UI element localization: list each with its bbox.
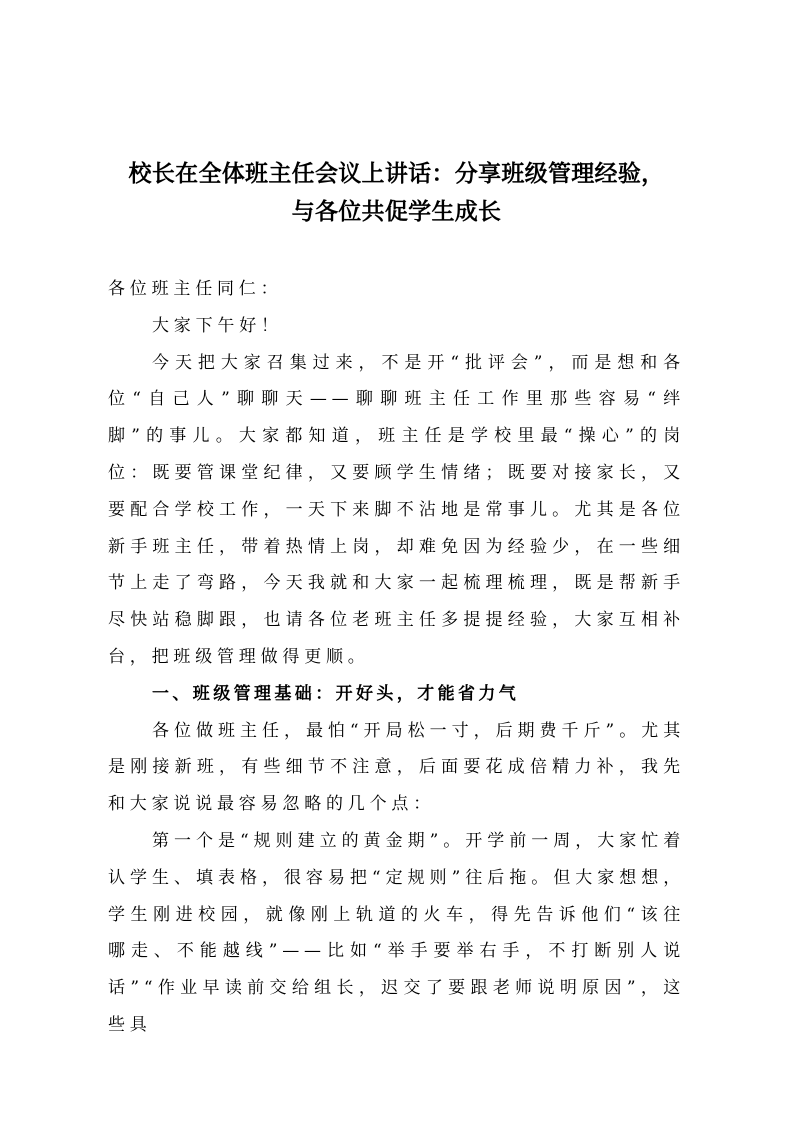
- salutation: 各位班主任同仁：: [108, 279, 283, 299]
- paragraph-rules-golden-period: 第一个是“规则建立的黄金期”。开学前一周，大家忙着认学生、填表格，很容易把“定规则”往后拖。但大家想想，学生刚进校园，就像刚上轨道的火车，得先告诉他们“该往哪走、不能越线”——比如“举手要举右手，不打断别人说话”“作业早读前交给组长，迟交了要跟老师说明原因”，这些具: [108, 830, 685, 1035]
- document-title-line-1: 校长在全体班主任会议上讲话：分享班级管理经验，: [128, 161, 665, 187]
- document-title-line-2: 与各位共促学生成长: [291, 199, 502, 225]
- paragraph-intro: 今天把大家召集过来，不是开“批评会”，而是想和各位“自己人”聊聊天——聊聊班主任工作里那些容易“绊脚”的事儿。大家都知道，班主任是学校里最“操心”的岗位：既要管课堂纪律，又要顾学生情绪；既要对接家长，又要配合学校工作，一天下来脚不沾地是常事儿。尤其是各位新手班主任，带着热情上岗，却难免因为经验少，在一些细节上走了弯路，今天我就和大家一起梳理梳理，既是帮新手尽快站稳脚跟，也请各位老班主任多提提经验，大家互相补台，把班级管理做得更顺。: [108, 352, 685, 667]
- paragraph-section1-intro: 各位做班主任，最怕“开局松一寸，后期费千斤”。尤其是刚接新班，有些细节不注意，后面要花成倍精力补，我先和大家说说最容易忽略的几个点：: [108, 720, 685, 815]
- greeting: 大家下午好！: [152, 315, 283, 336]
- section-heading-1: 一、班级管理基础：开好头，才能省力气: [152, 683, 520, 704]
- document-body: [108, 271, 685, 1044]
